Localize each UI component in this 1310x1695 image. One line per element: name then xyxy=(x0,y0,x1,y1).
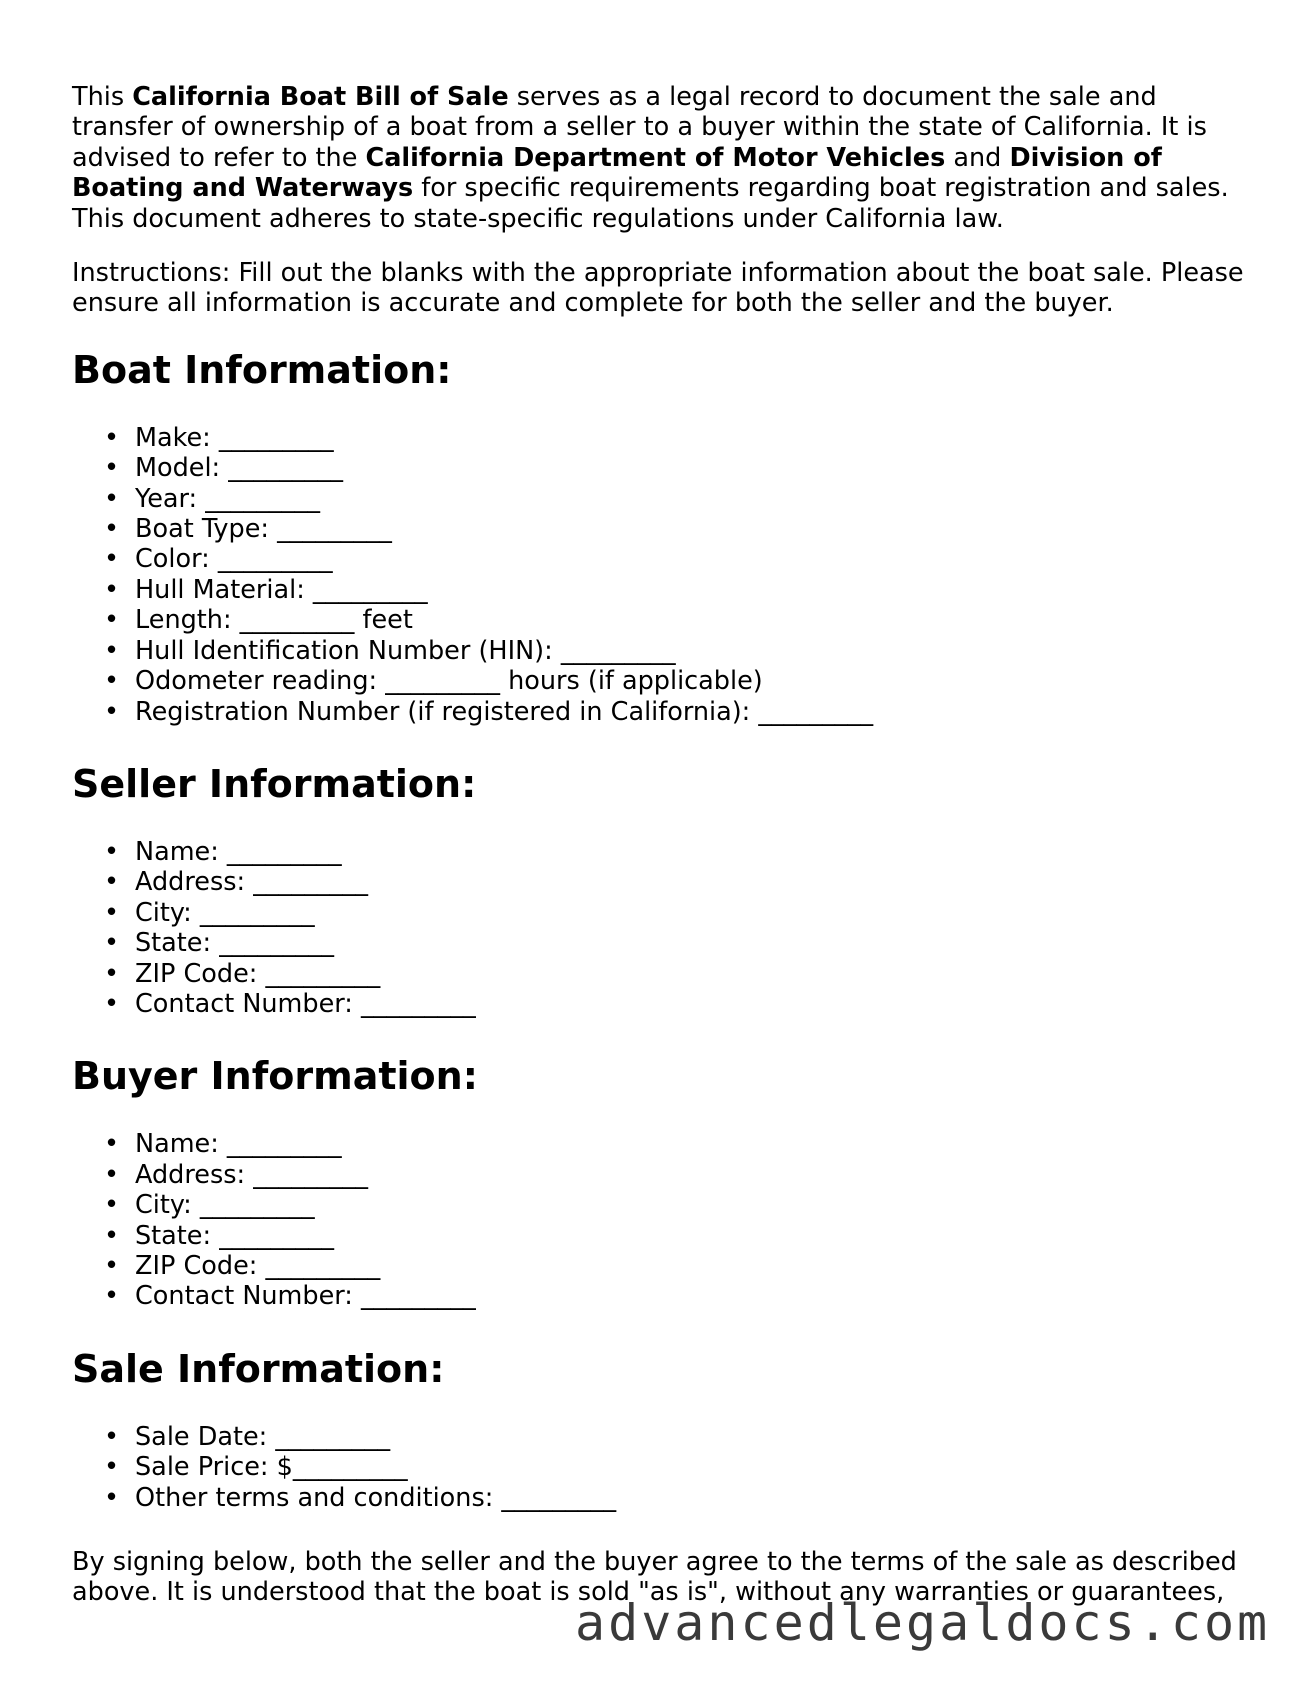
intro-paragraph xyxy=(72,82,1252,234)
bullet-icon: • xyxy=(104,483,120,514)
field-hull-material: Hull Material: _________ xyxy=(135,574,428,605)
buyer-info-list xyxy=(72,1129,1252,1311)
watermark: advancedlegaldocs.com xyxy=(575,1594,1271,1652)
buyer-city-field: City: _________ xyxy=(135,1190,315,1221)
bullet-icon: • xyxy=(104,1220,120,1251)
boat-info-list xyxy=(72,423,1252,727)
bullet-icon: • xyxy=(104,696,120,727)
bullet-icon: • xyxy=(104,958,120,989)
list-item xyxy=(104,1482,1252,1513)
intro-text: This xyxy=(72,82,133,112)
bullet-icon: • xyxy=(104,1250,120,1281)
seller-name-field: Name: _________ xyxy=(135,836,342,867)
buyer-contact-field: Contact Number: _________ xyxy=(135,1281,476,1312)
bullet-icon: • xyxy=(104,544,120,575)
bullet-icon: • xyxy=(104,514,120,545)
list-item xyxy=(104,958,1252,989)
list-item xyxy=(104,483,1252,514)
list-item xyxy=(104,928,1252,959)
field-make: Make: _________ xyxy=(135,422,334,453)
list-item xyxy=(104,696,1252,727)
field-length: Length: _________ feet xyxy=(135,605,413,636)
buyer-zip-field: ZIP Code: _________ xyxy=(135,1250,381,1281)
seller-info-heading: Seller Information: xyxy=(72,761,477,806)
seller-zip-field: ZIP Code: _________ xyxy=(135,958,381,989)
intro-text: serves as a legal record to document the sale and transfer of ownership of a boat from a seller to a buyer within the state of California. It is advised to refer to the xyxy=(72,82,1207,173)
seller-address-field: Address: _________ xyxy=(135,867,368,898)
bullet-icon: • xyxy=(104,928,120,959)
intro-text: and xyxy=(945,142,1010,173)
bullet-icon: • xyxy=(104,1190,120,1221)
bullet-icon: • xyxy=(104,1452,120,1483)
list-item xyxy=(104,988,1252,1019)
field-boat-type: Boat Type: _________ xyxy=(135,514,392,545)
field-odometer: Odometer reading: _________ hours (if applicable) xyxy=(135,666,763,697)
dmv-bold: California Department of Motor Vehicles xyxy=(365,142,946,173)
field-model: Model: _________ xyxy=(135,453,344,484)
bullet-icon: • xyxy=(104,836,120,867)
list-item xyxy=(104,1452,1252,1483)
bullet-icon: • xyxy=(104,666,120,697)
list-item xyxy=(104,1159,1252,1190)
list-item xyxy=(104,514,1252,545)
bullet-icon: • xyxy=(104,1421,120,1452)
sale-date-field: Sale Date: _________ xyxy=(135,1421,391,1452)
bullet-icon: • xyxy=(104,1159,120,1190)
instructions-paragraph: Instructions: Fill out the blanks with the appropriate information about the boat sale. Please ensure all information is accurate and complete for both the seller and the buyer. xyxy=(72,258,1244,319)
list-item xyxy=(104,1129,1252,1160)
buyer-info-heading: Buyer Information: xyxy=(72,1054,478,1099)
bullet-icon: • xyxy=(104,1281,120,1312)
buyer-state-field: State: _________ xyxy=(135,1220,334,1251)
list-item xyxy=(104,605,1252,636)
sale-info-heading: Sale Information: xyxy=(72,1346,445,1391)
sale-price-field: Sale Price: $_________ xyxy=(135,1452,408,1483)
closing-paragraph: By signing below, both the seller and the buyer agree to the terms of the sale as described above. It is understood that the boat is sold "as is", without any warranties or guarantees, xyxy=(72,1547,1237,1608)
bullet-icon: • xyxy=(104,422,120,453)
list-item xyxy=(104,574,1252,605)
list-item xyxy=(104,1281,1252,1312)
intro-text: for specific requirements regarding boat registration and sales. This document adheres to state-specific regulations under California law. xyxy=(72,173,1229,234)
list-item xyxy=(104,867,1252,898)
boat-info-heading: Boat Information: xyxy=(72,347,452,392)
sale-terms-field: Other terms and conditions: _________ xyxy=(135,1482,617,1513)
list-item xyxy=(104,1220,1252,1251)
seller-info-list xyxy=(72,837,1252,1019)
document-page xyxy=(72,82,1252,1608)
bullet-icon: • xyxy=(104,1129,120,1160)
buyer-name-field: Name: _________ xyxy=(135,1129,342,1160)
list-item xyxy=(104,635,1252,666)
seller-state-field: State: _________ xyxy=(135,928,334,959)
seller-city-field: City: _________ xyxy=(135,897,315,928)
list-item xyxy=(104,544,1252,575)
bullet-icon: • xyxy=(104,453,120,484)
list-item xyxy=(104,897,1252,928)
sale-info-list xyxy=(72,1422,1252,1513)
buyer-address-field: Address: _________ xyxy=(135,1159,368,1190)
dbw-bold: Division of Boating and Waterways xyxy=(72,142,1162,204)
list-item xyxy=(104,422,1252,453)
field-year: Year: _________ xyxy=(135,483,320,514)
document-title-bold: California Boat Bill of Sale xyxy=(132,82,509,112)
seller-contact-field: Contact Number: _________ xyxy=(135,988,476,1019)
bullet-icon: • xyxy=(104,605,120,636)
list-item xyxy=(104,666,1252,697)
list-item xyxy=(104,1190,1252,1221)
bullet-icon: • xyxy=(104,867,120,898)
field-registration-number: Registration Number (if registered in California): _________ xyxy=(135,696,874,727)
bullet-icon: • xyxy=(104,1482,120,1513)
field-hin: Hull Identification Number (HIN): _________ xyxy=(135,635,676,666)
field-color: Color: _________ xyxy=(135,544,333,575)
list-item xyxy=(104,1421,1252,1452)
bullet-icon: • xyxy=(104,988,120,1019)
bullet-icon: • xyxy=(104,635,120,666)
list-item xyxy=(104,836,1252,867)
list-item xyxy=(104,453,1252,484)
bullet-icon: • xyxy=(104,574,120,605)
bullet-icon: • xyxy=(104,897,120,928)
list-item xyxy=(104,1250,1252,1281)
